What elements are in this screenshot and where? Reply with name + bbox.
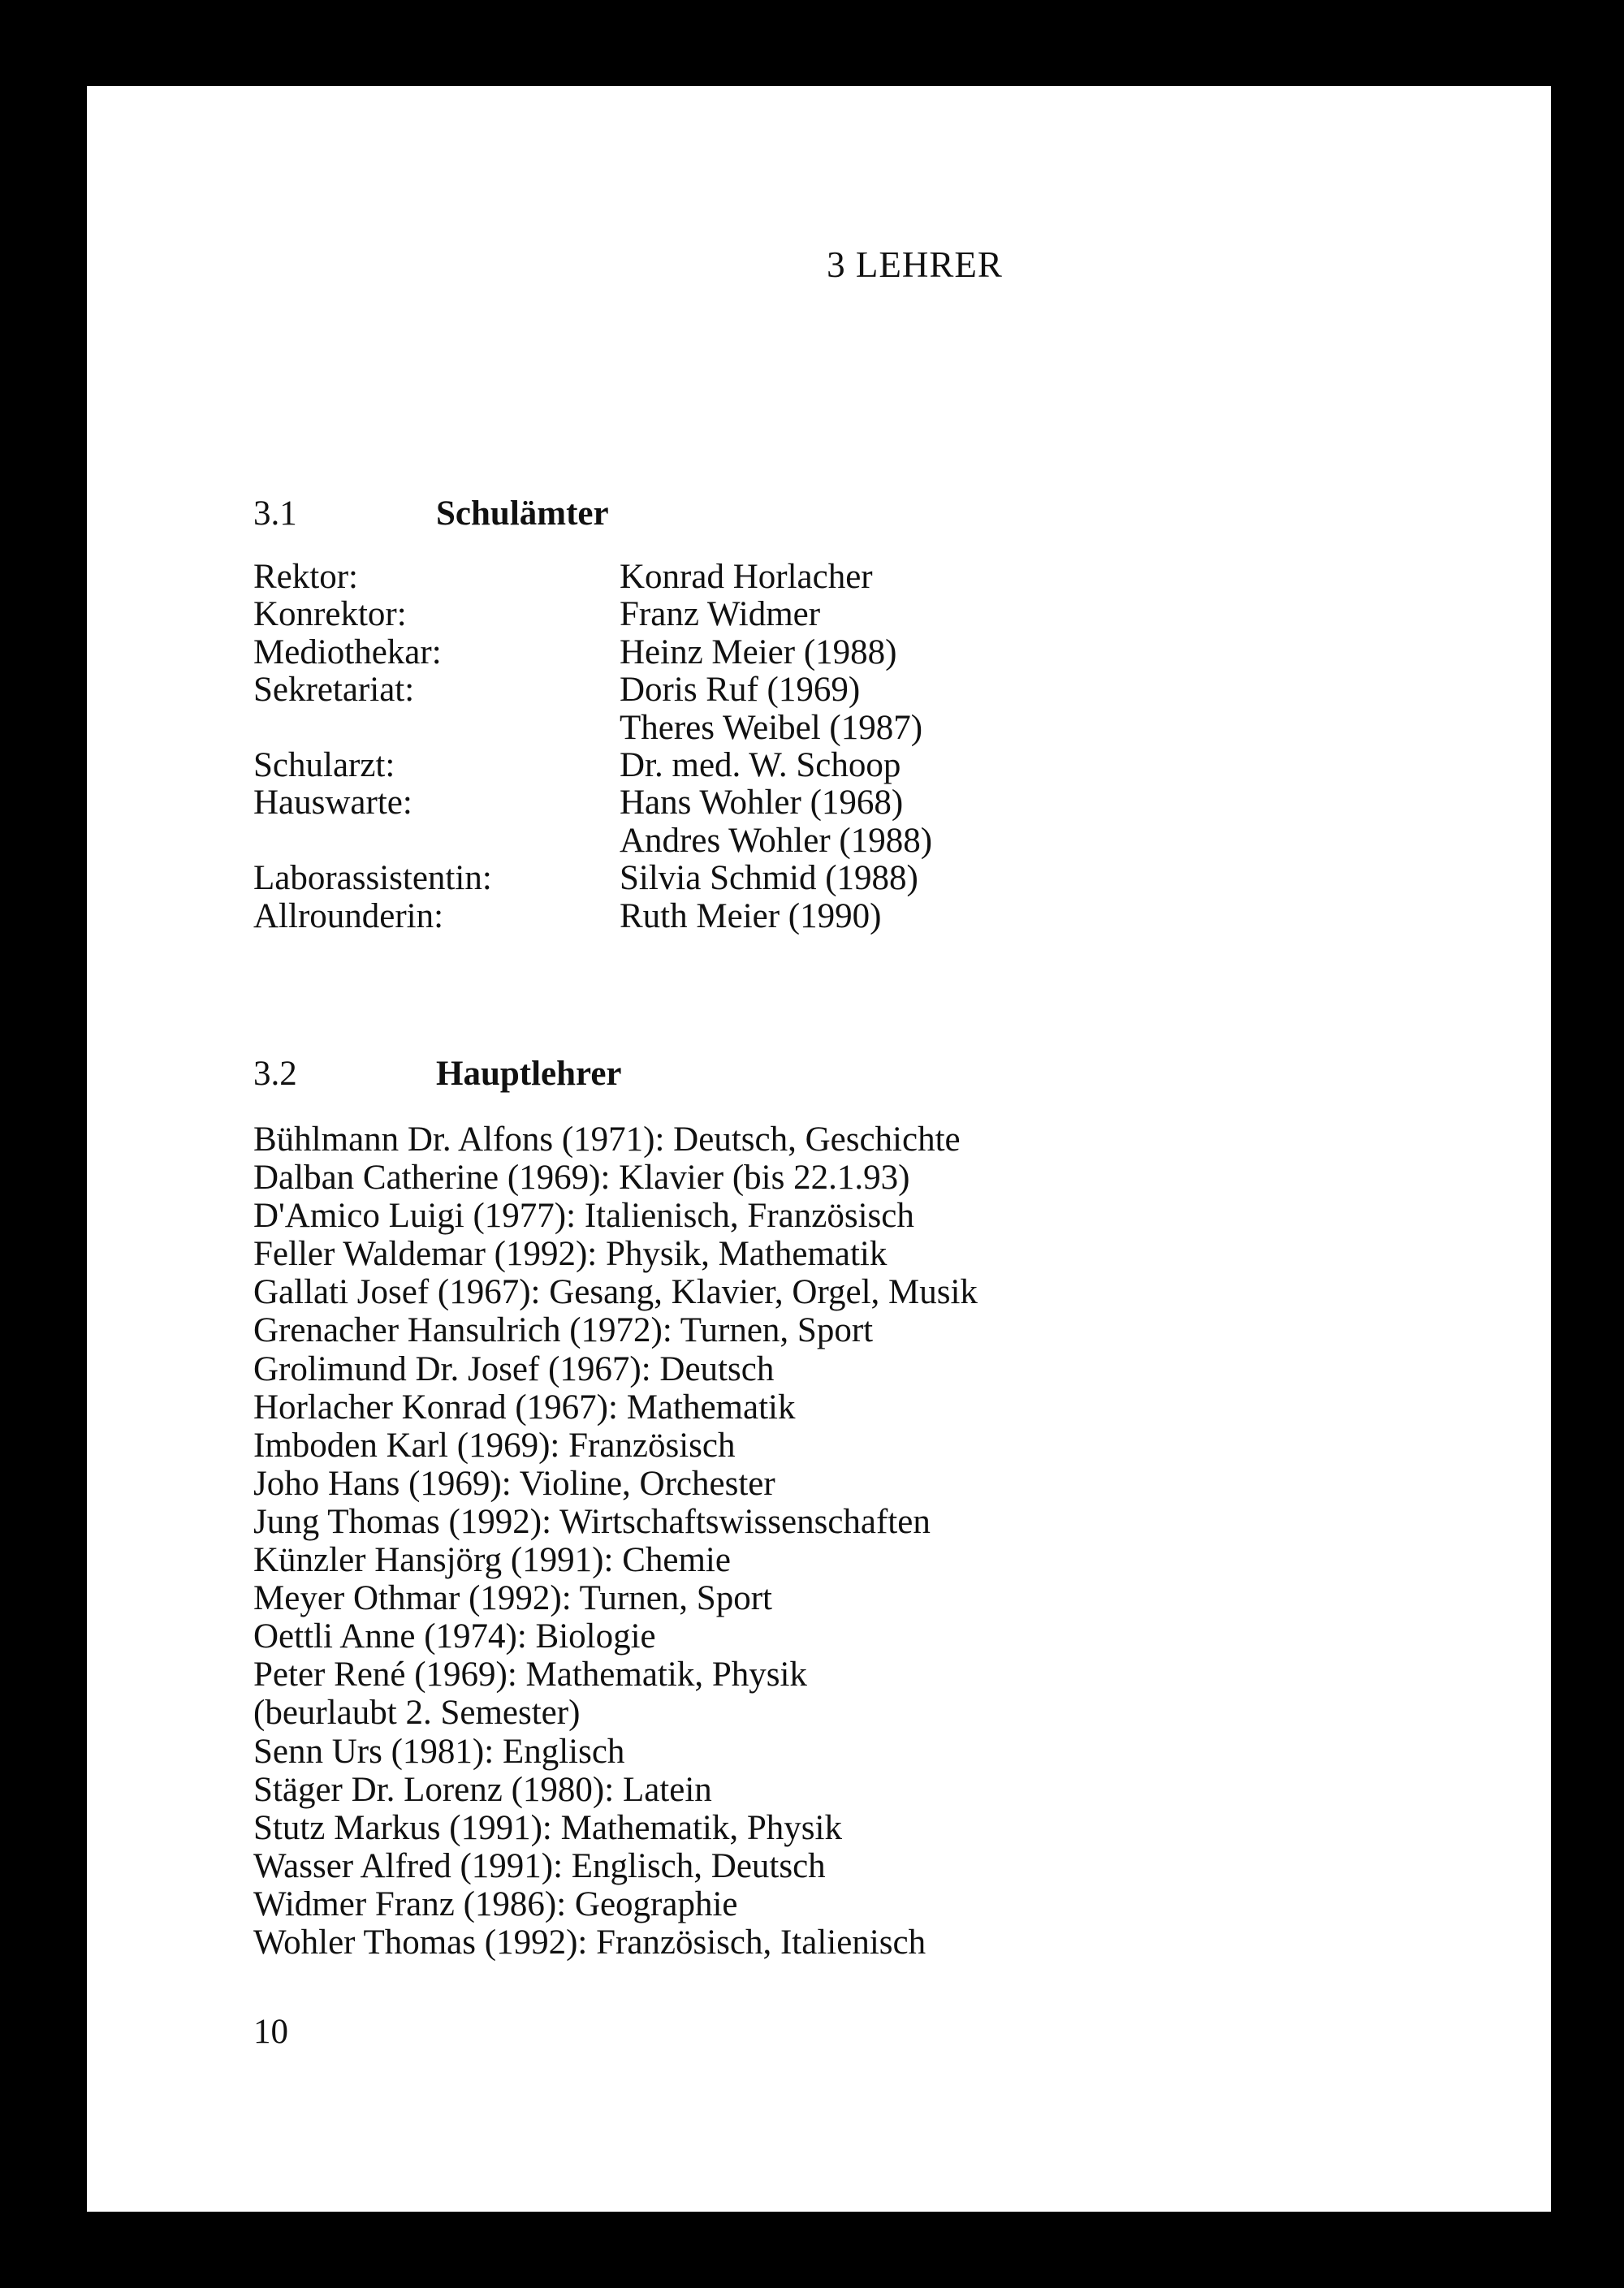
teachers-list (253, 1120, 978, 1962)
teacher-line: Widmer Franz (1986): Geographie (253, 1884, 738, 1923)
role-row (253, 860, 932, 897)
role-label: Mediothekar: (253, 632, 442, 671)
role-value: Heinz Meier (1988) (620, 632, 897, 671)
section-title: Hauptlehrer (436, 1055, 622, 1093)
role-label: Schularzt: (253, 746, 395, 784)
role-label: Sekretariat: (253, 671, 415, 710)
role-row (253, 671, 932, 747)
role-value: Andres Wohler (1988) (620, 821, 933, 860)
teacher-line: Stutz Markus (1991): Mathematik, Physik (253, 1808, 842, 1847)
teacher-line: Wasser Alfred (1991): Englisch, Deutsch (253, 1846, 826, 1885)
teacher-line: Bühlmann Dr. Alfons (1971): Deutsch, Geschichte (253, 1120, 961, 1159)
document-page (87, 86, 1551, 2212)
role-label: Hauswarte: (253, 784, 412, 822)
role-row (253, 784, 932, 860)
role-label: Laborassistentin: (253, 859, 492, 898)
teacher-line: (beurlaubt 2. Semester) (253, 1694, 581, 1733)
role-values (620, 860, 918, 897)
section-title: Schulämter (436, 494, 609, 533)
section-number: 3.2 (253, 1055, 297, 1093)
teacher-line: Künzler Hansjörg (1991): Chemie (253, 1541, 731, 1580)
teacher-line: Dalban Catherine (1969): Klavier (bis 22.1.93) (253, 1159, 910, 1198)
teacher-line: Imboden Karl (1969): Französisch (253, 1426, 736, 1465)
role-values (620, 747, 901, 784)
section-heading-hauptlehrer (253, 1054, 622, 1094)
role-row (253, 747, 932, 784)
role-row (253, 898, 932, 935)
role-value: Doris Ruf (1969) (620, 671, 861, 710)
teacher-line: Wohler Thomas (1992): Französisch, Italienisch (253, 1923, 926, 1962)
teacher-line: Jung Thomas (1992): Wirtschaftswissenschaften (253, 1502, 931, 1541)
role-value: Franz Widmer (620, 595, 821, 634)
role-row (253, 634, 932, 671)
teacher-line: Joho Hans (1969): Violine, Orchester (253, 1464, 775, 1503)
role-value: Theres Weibel (1987) (620, 708, 923, 747)
chapter-title: 3 LEHRER (827, 244, 1003, 285)
teacher-line: D'Amico Luigi (1977): Italienisch, Französisch (253, 1197, 914, 1236)
role-value: Hans Wohler (1968) (620, 784, 904, 822)
page-number: 10 (253, 2013, 288, 2051)
role-label: Rektor: (253, 558, 358, 596)
teacher-line: Horlacher Konrad (1967): Mathematik (253, 1388, 796, 1427)
role-values (620, 898, 881, 935)
teacher-line: Grenacher Hansulrich (1972): Turnen, Sport (253, 1311, 874, 1350)
teacher-line: Gallati Josef (1967): Gesang, Klavier, Orgel, Musik (253, 1273, 978, 1312)
section-heading-schulaemter (253, 494, 609, 533)
role-row (253, 596, 932, 633)
role-label: Allrounderin: (253, 896, 444, 935)
role-row (253, 559, 932, 596)
role-values (620, 596, 820, 633)
role-values (620, 784, 932, 860)
section-number: 3.1 (253, 494, 297, 533)
role-value: Ruth Meier (1990) (620, 896, 882, 935)
teacher-line: Peter René (1969): Mathematik, Physik (253, 1656, 807, 1694)
teacher-line: Oettli Anne (1974): Biologie (253, 1617, 656, 1656)
role-values (620, 634, 896, 671)
role-values (620, 559, 873, 596)
role-value: Konrad Horlacher (620, 558, 873, 596)
teacher-line: Stäger Dr. Lorenz (1980): Latein (253, 1770, 712, 1809)
role-label: Konrektor: (253, 595, 407, 634)
teacher-line: Meyer Othmar (1992): Turnen, Sport (253, 1579, 772, 1618)
role-values (620, 671, 922, 747)
role-value: Dr. med. W. Schoop (620, 746, 901, 784)
role-value: Silvia Schmid (1988) (620, 859, 918, 898)
teacher-line: Feller Waldemar (1992): Physik, Mathematik (253, 1235, 888, 1274)
teacher-line: Grolimund Dr. Josef (1967): Deutsch (253, 1349, 775, 1388)
teacher-line: Senn Urs (1981): Englisch (253, 1732, 625, 1771)
school-offices-list (253, 559, 932, 935)
